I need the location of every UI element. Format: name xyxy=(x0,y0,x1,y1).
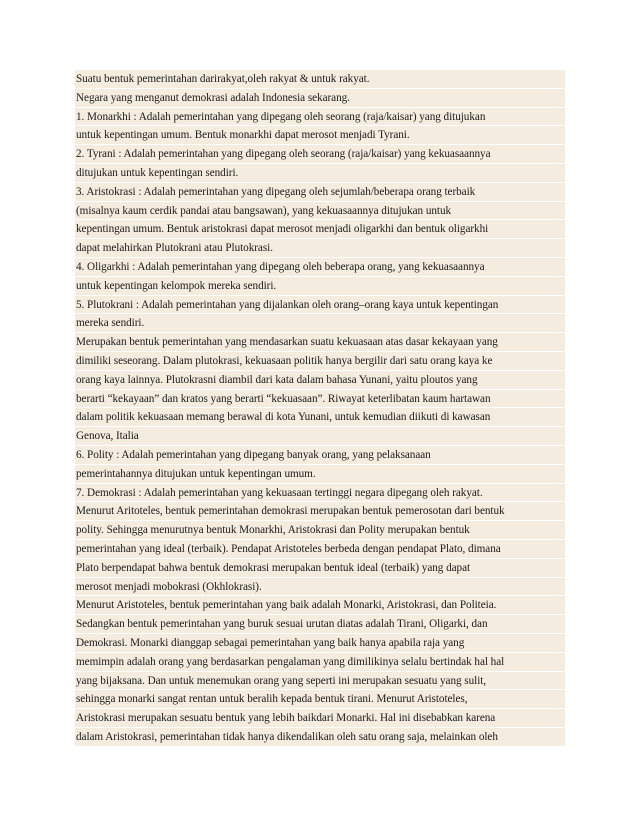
text-line: pemerintahannya ditujukan untuk kepentingan umum. xyxy=(75,465,565,484)
text-line: berarti “kekayaan” dan kratos yang berarti “kekuasaan”. Riwayat keterlibatan kaum hartawan xyxy=(75,390,565,409)
text-line: Suatu bentuk pemerintahan darirakyat,oleh rakyat & untuk rakyat. xyxy=(75,70,565,89)
text-line: kepentingan umum. Bentuk aristokrasi dapat merosot menjadi oligarkhi dan bentuk oligarkhi xyxy=(75,220,565,239)
text-line: 7. Demokrasi : Adalah pemerintahan yang kekuasaan tertinggi negara dipegang oleh rakyat. xyxy=(75,484,565,503)
text-line: sehingga monarki sangat rentan untuk beralih kepada bentuk tirani. Menurut Aristoteles, xyxy=(75,690,565,709)
text-line: untuk kepentingan kelompok mereka sendiri. xyxy=(75,277,565,296)
text-line: Menurut Aristoteles, bentuk pemerintahan yang baik adalah Monarki, Aristokrasi, dan Politeia. xyxy=(75,596,565,615)
text-line: orang kaya lainnya. Plutokrasni diambil dari kata dalam bahasa Yunani, yaitu ploutos yang xyxy=(75,371,565,390)
text-line: Plato berpendapat bahwa bentuk demokrasi merupakan bentuk ideal (terbaik) yang dapat xyxy=(75,559,565,578)
text-line: pemerintahan yang ideal (terbaik). Pendapat Aristoteles berbeda dengan pendapat Plato, dimana xyxy=(75,540,565,559)
text-line: Aristokrasi merupakan sesuatu bentuk yang lebih baikdari Monarki. Hal ini disebabkan karena xyxy=(75,709,565,728)
text-line: Genova, Italia xyxy=(75,427,565,446)
text-line: dalam politik kekuasaan memang berawal di kota Yunani, untuk kemudian diikuti di kawasan xyxy=(75,408,565,427)
text-line: memimpin adalah orang yang berdasarkan pengalaman yang dimilikinya selalu bertindak hal hal xyxy=(75,653,565,672)
text-line: dalam Aristokrasi, pemerintahan tidak hanya dikendalikan oleh satu orang saja, melainkan oleh xyxy=(75,728,565,747)
text-line: mereka sendiri. xyxy=(75,314,565,333)
text-line: untuk kepentingan umum. Bentuk monarkhi dapat merosot menjadi Tyrani. xyxy=(75,126,565,145)
text-line: 1. Monarkhi : Adalah pemerintahan yang dipegang oleh seorang (raja/kaisar) yang ditujukan xyxy=(75,108,565,127)
text-line: Demokrasi. Monarki dianggap sebagai pemerintahan yang baik hanya apabila raja yang xyxy=(75,634,565,653)
text-line: ditujukan untuk kepentingan sendiri. xyxy=(75,164,565,183)
text-line: 4. Oligarkhi : Adalah pemerintahan yang dipegang oleh beberapa orang, yang kekuasaannya xyxy=(75,258,565,277)
text-line: dimiliki seseorang. Dalam plutokrasi, kekuasaan politik hanya bergilir dari satu orang kaya ke xyxy=(75,352,565,371)
text-line: Sedangkan bentuk pemerintahan yang buruk sesuai urutan diatas adalah Tirani, Oligarki, dan xyxy=(75,615,565,634)
text-line: 6. Polity : Adalah pemerintahan yang dipegang banyak orang, yang pelaksanaan xyxy=(75,446,565,465)
text-line: Negara yang menganut demokrasi adalah Indonesia sekarang. xyxy=(75,89,565,108)
document-text-block xyxy=(75,70,565,747)
text-line: 3. Aristokrasi : Adalah pemerintahan yang dipegang oleh sejumlah/beberapa orang terbaik xyxy=(75,183,565,202)
text-line: yang bijaksana. Dan untuk menemukan orang yang seperti ini merupakan sesuatu yang sulit, xyxy=(75,672,565,691)
text-line: 2. Tyrani : Adalah pemerintahan yang dipegang oleh seorang (raja/kaisar) yang kekuasaannya xyxy=(75,145,565,164)
text-line: Menurut Aritoteles, bentuk pemerintahan demokrasi merupakan bentuk pemerosotan dari bentuk xyxy=(75,502,565,521)
text-line: (misalnya kaum cerdik pandai atau bangsawan), yang kekuasaannya ditujukan untuk xyxy=(75,202,565,221)
text-line: Merupakan bentuk pemerintahan yang mendasarkan suatu kekuasaan atas dasar kekayaan yang xyxy=(75,333,565,352)
text-line: dapat melahirkan Plutokrani atau Plutokrasi. xyxy=(75,239,565,258)
text-line: polity. Sehingga menurutnya bentuk Monarkhi, Aristokrasi dan Polity merupakan bentuk xyxy=(75,521,565,540)
text-line: 5. Plutokrani : Adalah pemerintahan yang dijalankan oleh orang–orang kaya untuk kepentingan xyxy=(75,296,565,315)
text-line: merosot menjadi mobokrasi (Okhlokrasi). xyxy=(75,578,565,597)
